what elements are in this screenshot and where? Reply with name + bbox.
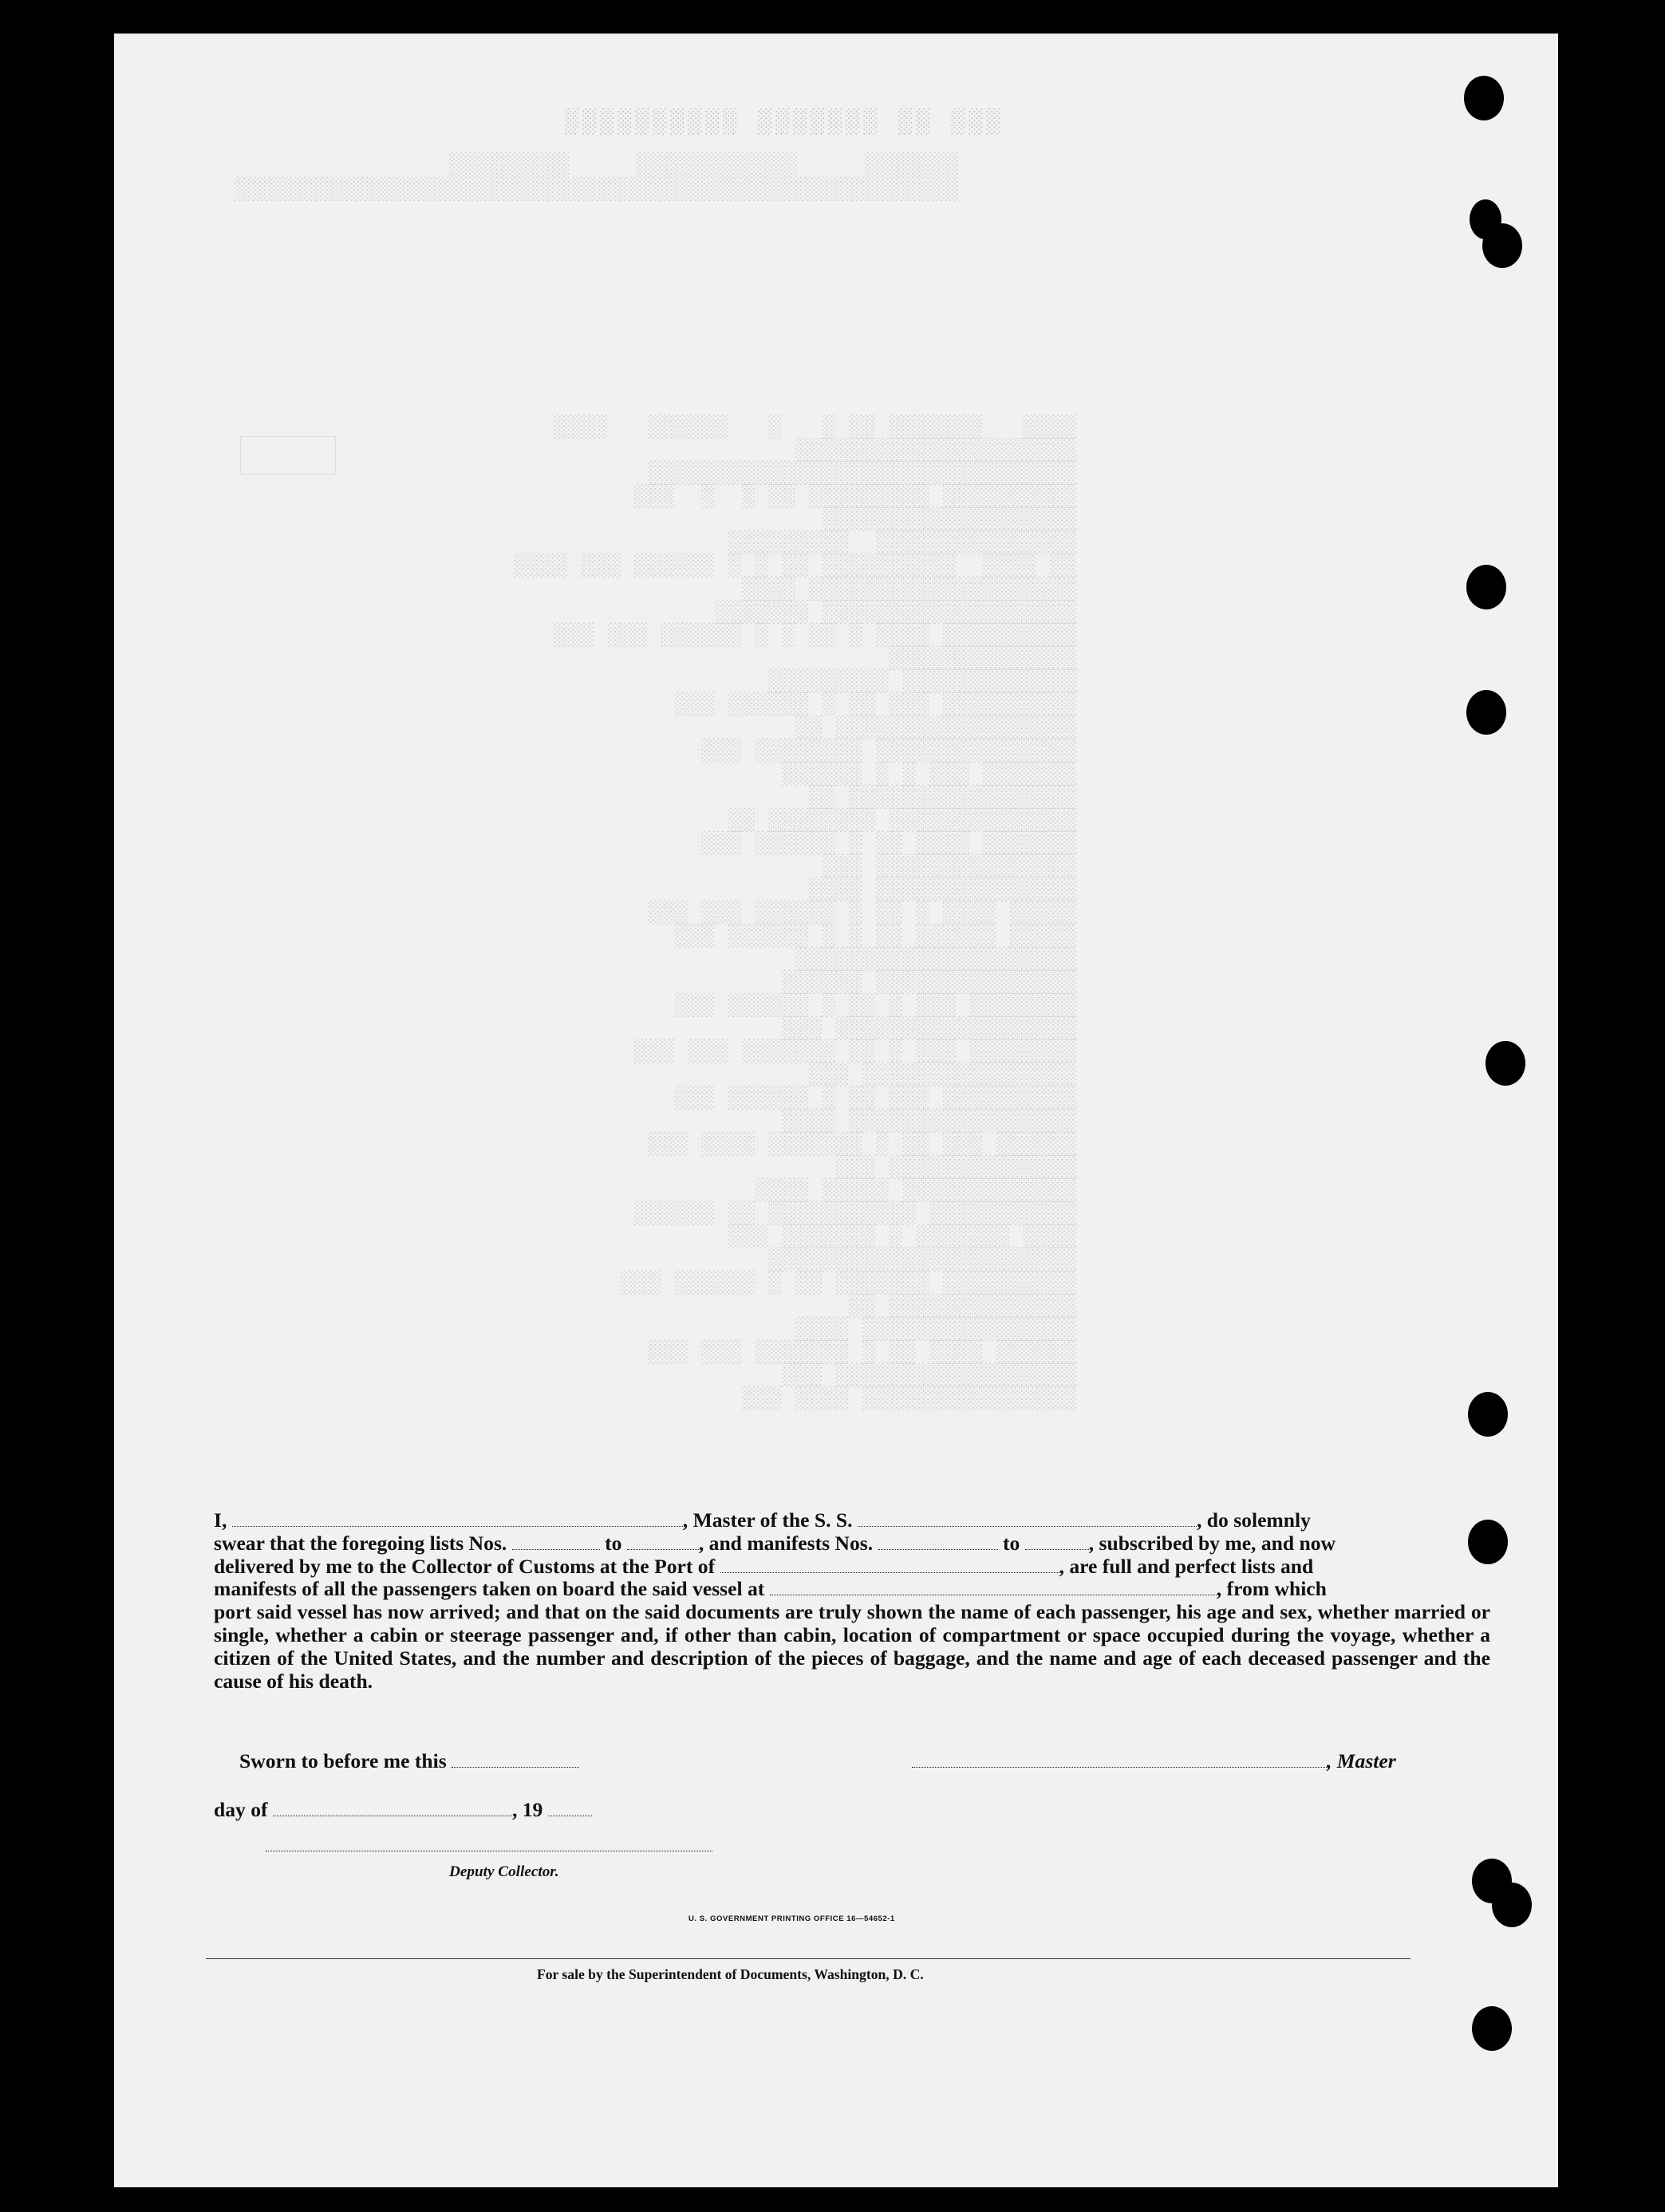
for-sale-imprint: For sale by the Superintendent of Documents, Washington, D. C. xyxy=(537,1966,924,1982)
binder-hole xyxy=(1485,1041,1525,1086)
deputy-collector-label: Deputy Collector. xyxy=(449,1863,559,1880)
bleed-through-stamp xyxy=(240,436,336,475)
oath-to-1: to xyxy=(605,1531,622,1555)
manifest-page xyxy=(114,34,1558,2187)
list-no-from-blank[interactable] xyxy=(512,1534,600,1550)
port-of-departure-blank[interactable] xyxy=(770,1579,1217,1595)
binder-hole xyxy=(1468,1392,1508,1437)
printing-office-imprint: U. S. GOVERNMENT PRINTING OFFICE 16—54652-1 xyxy=(688,1914,895,1923)
oath-to-2: to xyxy=(1002,1531,1020,1555)
oath-from-which: , from which xyxy=(1216,1577,1327,1601)
manifest-no-to-blank[interactable] xyxy=(1025,1534,1089,1550)
year-blank[interactable] xyxy=(548,1800,592,1816)
binder-hole xyxy=(1468,1520,1508,1564)
day-of-line xyxy=(214,1798,592,1822)
binder-hole xyxy=(1492,1883,1532,1927)
binder-hole xyxy=(1464,76,1504,120)
master-label: , Master xyxy=(1327,1749,1396,1772)
sworn-day-blank[interactable] xyxy=(452,1752,579,1768)
sworn-line xyxy=(239,1749,579,1773)
day-of-label: day of xyxy=(214,1798,268,1821)
footer-rule xyxy=(206,1958,1411,1959)
oath-paragraph xyxy=(214,1509,1490,1693)
master-name-blank[interactable] xyxy=(232,1511,683,1527)
month-blank[interactable] xyxy=(273,1800,512,1816)
oath-are-full: , are full and perfect lists and xyxy=(1059,1554,1314,1578)
bleed-through-block: ░░░░░░░ ░░░░░░░░░░░░ ░░░░░░░░░ ░░░░░░░░░░░░░░░░░░░░░░░░░░░░░░░░░░░░░░░░░░░░░░░░░░░░░░ xyxy=(234,153,958,203)
binder-hole xyxy=(1466,690,1506,735)
binder-hole xyxy=(1482,223,1522,268)
sworn-label: Sworn to before me this xyxy=(239,1749,447,1772)
oath-master-of: , Master of the S. S. xyxy=(682,1508,853,1532)
oath-and-manifests: , and manifests Nos. xyxy=(698,1531,874,1555)
oath-swear: swear that the foregoing lists Nos. xyxy=(214,1531,507,1555)
year-prefix: , 19 xyxy=(511,1798,543,1821)
binder-hole xyxy=(1472,2006,1512,2051)
ship-name-blank[interactable] xyxy=(858,1511,1197,1527)
master-signature-line xyxy=(912,1749,1396,1773)
binder-hole xyxy=(1466,565,1506,609)
oath-rest: port said vessel has now arrived; and that on the said documents are truly shown the name of each passenger, his age and sex, whether married or single, whether a cabin or steerage passenger and, if other than cabin, location of compartment or space occupied during the voyage, whether a citizen of the United States, and the number and description of the pieces of baggage, and the name and age of each deceased passenger and the cause of his death. xyxy=(214,1600,1490,1693)
oath-delivered: delivered by me to the Collector of Customs at the Port of xyxy=(214,1554,716,1578)
manifest-no-from-blank[interactable] xyxy=(878,1534,998,1550)
master-signature-blank[interactable] xyxy=(912,1752,1327,1768)
port-of-arrival-blank[interactable] xyxy=(720,1557,1059,1573)
list-no-to-blank[interactable] xyxy=(627,1534,699,1550)
oath-i: I, xyxy=(214,1508,227,1532)
oath-manifests-all: manifests of all the passengers taken on board the said vessel at xyxy=(214,1577,765,1601)
oath-subscribed: , subscribed by me, and now xyxy=(1088,1531,1336,1555)
oath-do-solemnly: , do solemnly xyxy=(1196,1508,1311,1532)
bleed-through-rows: ░░░░ ░░░░░░░ ░░ ░ ░ ░░░░░░ ░░░░ ░░░░░░░░░░░░░░░░░░░░░ ░░░░░░░░░░░░░░░░░░░░░░░░░░░░░░░░ ░░░░░░░░░░ ░░░░░░░░░ ░░ ░ ░ ░░░ ░░░░░░░░░░░░░░░░░░░ ░░░░░░░░░░░░░░░ ░░░░░░░░░ ░░ ░░░░ ░░░░░░░░░░ ░░ ░ ░ ░░░░░░ ░░░ ░░░░ ░░░░░░░░░░░░░░░░░░░░ ░░░░ ░░░░░░░░░░░░░░░░░░░ ░░░░░░░ ░░░░░░░░░░ ░░░░ ░ ░░ ░ ░ ░░░░░░ ░░░ ░░░ ░░░░░░░░░░░░░░ ░░░░░░░░░░░░░ ░░░░░░░░░ ░░░░░░░░░░ ░░░ ░░ ░ ░░░░░░ ░░░ ░░░░░░░░░░░░░░░░░░ ░░ ░░░░░░░░░░░░░░░ ░░░░░░░░ ░░░ ░░░░░░░ ░░░ ░ ░ ░░░░░░ ░░░░░░░░░░░░░░░░░ ░░ ░░░░░░░░░░░░░░ ░░░░░░░░ ░░ ░░░░░░░ ░░░░ ░░ ░ ░░░░░░ ░░░ ░░░░░░░░░░░░░░░ ░░░ ░░░░░░░░░░░░░░░ ░░░░ ░░░░░ ░░░░ ░ ░░ ░ ░░░░░░ ░░░ ░░░ ░░░░░ ░░░░░░ ░░ ░ ░ ░░░░░░ ░░░ ░░░░░░░░░░░░░░░░░░░░░ ░░░░░░░░░░░░░░░ ░░░░░░ ░░░░░░░░ ░░░ ░ ░░ ░ ░░░░░░ ░░░ ░░░░░░░░░░░░░░░░░░ ░░░ ░░░░░░░░ ░░░ ░ ░░ ░░░░░░░ ░░░ ░░░ ░░░░░░░░░░░░░░░░ ░░░ ░░░░░░░░░░ ░░░ ░░ ░ ░░░░░░ ░░░ ░░░░░░░░░░░░░░░░░ ░░░░ ░░░░░░ ░░░ ░░ ░ ░░░░░░░ ░░░░ ░░░ ░░░░░░░░░░░░░░ ░░░ ░░░░░░░░░░░░░ ░░░░░ ░░░░ ░░░░░░░░░░░ ░░░░░░░░░░░ ░░ ░░░░░░ ░░░░ ░░░░░░░ ░ ░░░░░░░ ░░░ ░░░░░░░░░░░░░░░░░░░░░░░ ░░░░░░░░░░ ░░░░░░░ ░░ ░ ░░░░░░ ░░░ ░░░░░░░░░░░░░░ ░░ ░░░░░░░░░░░░░░░░ ░░░░ ░░░░░░ ░░░░ ░░ ░ ░░░░░░░ ░░░ ░░░ ░░░░░░░░░░░░░░░░░░ ░░░ ░░░░░░░░░░░░░░░░ ░░░░ ░░░ xyxy=(513,416,1076,1412)
bleed-through-heading: ░░░ ░░ ░░░░░░░ ░░░░░░░░░░ xyxy=(561,109,1000,136)
